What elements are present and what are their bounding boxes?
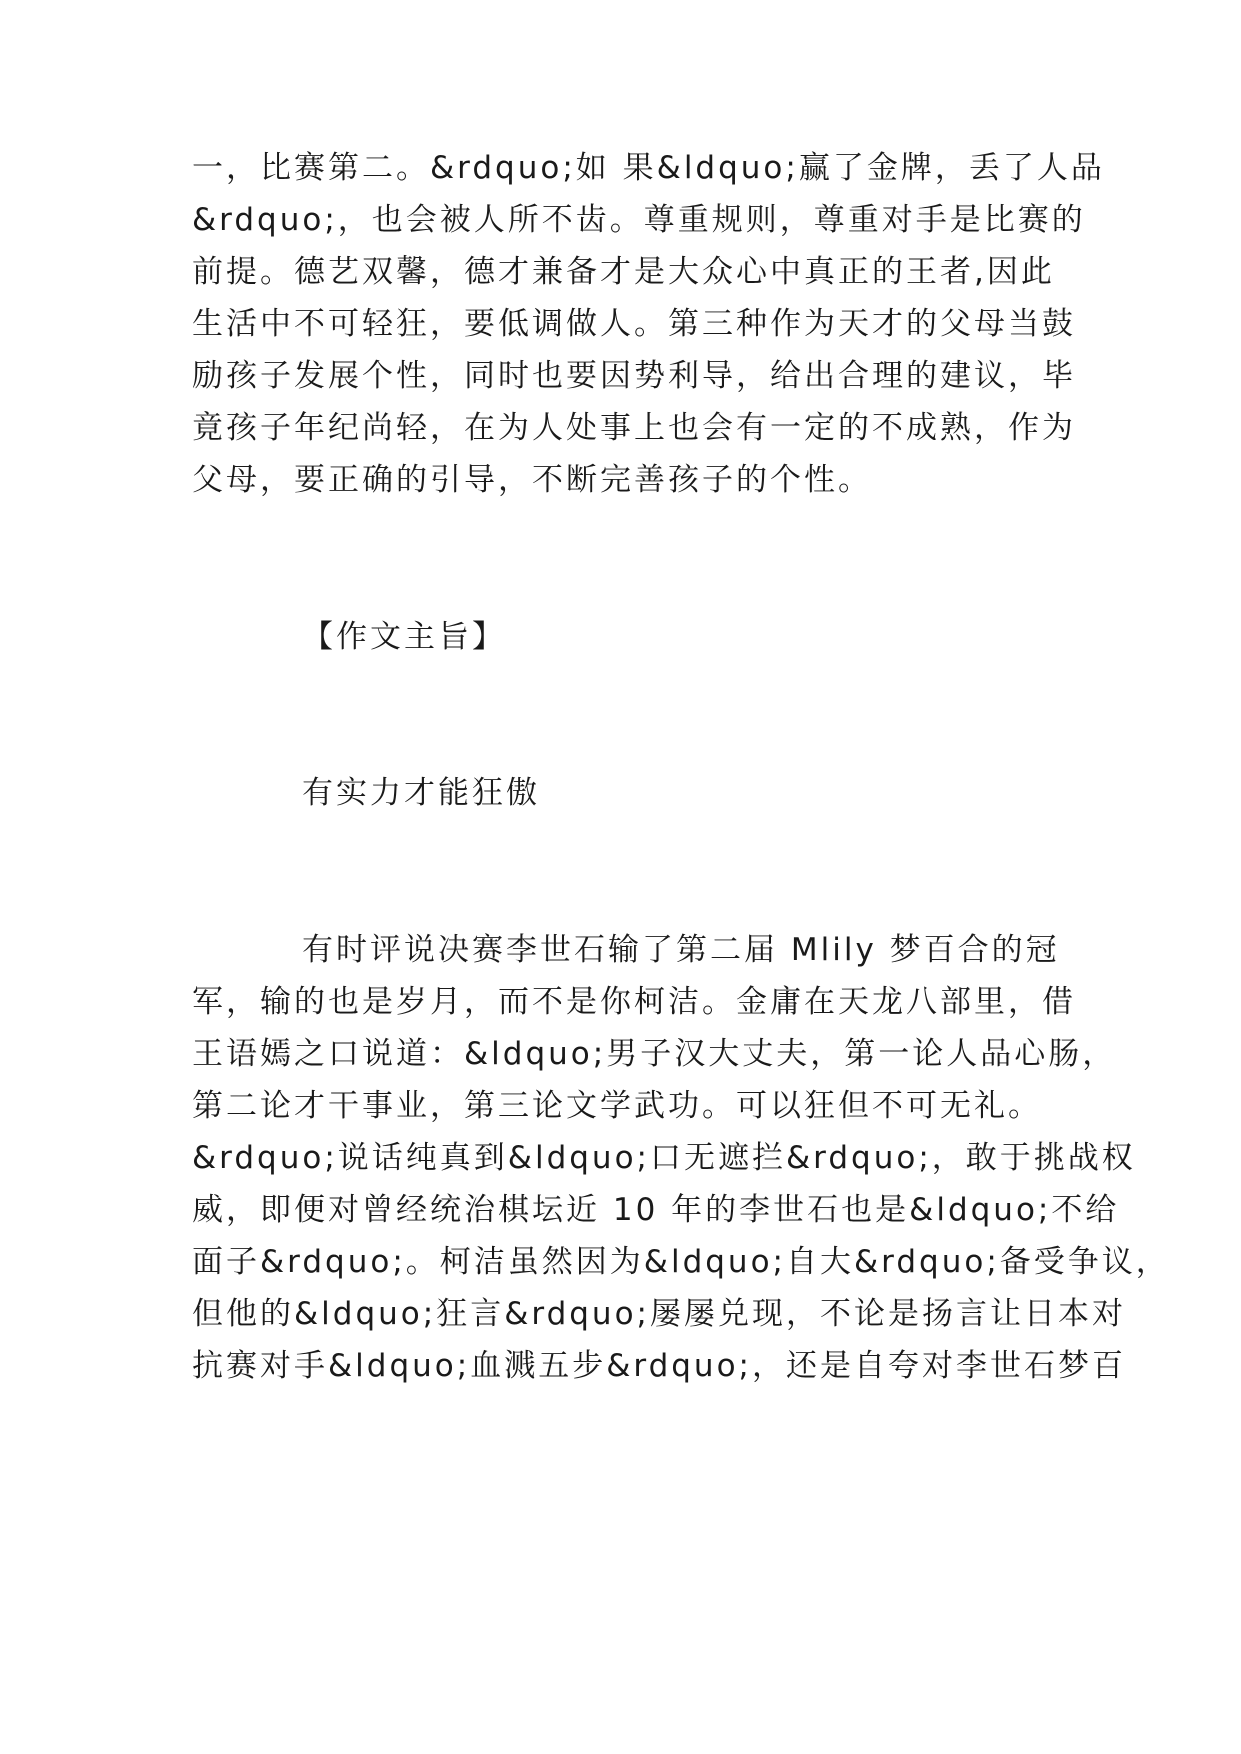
paragraph-line: 威，即便对曾经统治棋坛近 10 年的李世石也是&ldquo;不给 <box>192 1192 1120 1228</box>
paragraph-line: 有时评说决赛李世石输了第二届 Mlily 梦百合的冠 <box>302 932 1060 968</box>
paragraph-line: 竟孩子年纪尚轻，在为人处事上也会有一定的不成熟，作为 <box>192 410 1076 446</box>
paragraph-line: 但他的&ldquo;狂言&rdquo;屡屡兑现，不论是扬言让日本对 <box>192 1296 1126 1332</box>
essay-title: 有实力才能狂傲 <box>302 775 540 811</box>
paragraph-line: 军，输的也是岁月，而不是你柯洁。金庸在天龙八部里，借 <box>192 984 1076 1020</box>
paragraph-line: 励孩子发展个性，同时也要因势利导，给出合理的建议，毕 <box>192 358 1076 394</box>
paragraph-line: &rdquo;说话纯真到&ldquo;口无遮拦&rdquo;，敢于挑战权 <box>192 1140 1136 1176</box>
paragraph-line: 抗赛对手&ldquo;血溅五步&rdquo;，还是自夸对李世石梦百 <box>192 1348 1126 1384</box>
paragraph-line: &rdquo;，也会被人所不齿。尊重规则，尊重对手是比赛的 <box>192 202 1086 238</box>
section-heading: 【作文主旨】 <box>302 619 506 655</box>
paragraph-line: 王语嫣之口说道：&ldquo;男子汉大丈夫，第一论人品心肠， <box>192 1036 1117 1072</box>
paragraph-line: 第二论才干事业，第三论文学武功。可以狂但不可无礼。 <box>192 1088 1042 1124</box>
paragraph-line: 面子&rdquo;。柯洁虽然因为&ldquo;自大&rdquo;备受争议， <box>192 1244 1170 1280</box>
paragraph-line: 父母，要正确的引导，不断完善孩子的个性。 <box>192 462 872 498</box>
paragraph-line: 前提。德艺双馨，德才兼备才是大众心中真正的王者,因此 <box>192 254 1055 290</box>
paragraph-line: 生活中不可轻狂，要低调做人。第三种作为天才的父母当鼓 <box>192 306 1076 342</box>
paragraph-line: 一，比赛第二。&rdquo;如 果&ldquo;赢了金牌，丢了人品 <box>192 150 1105 186</box>
